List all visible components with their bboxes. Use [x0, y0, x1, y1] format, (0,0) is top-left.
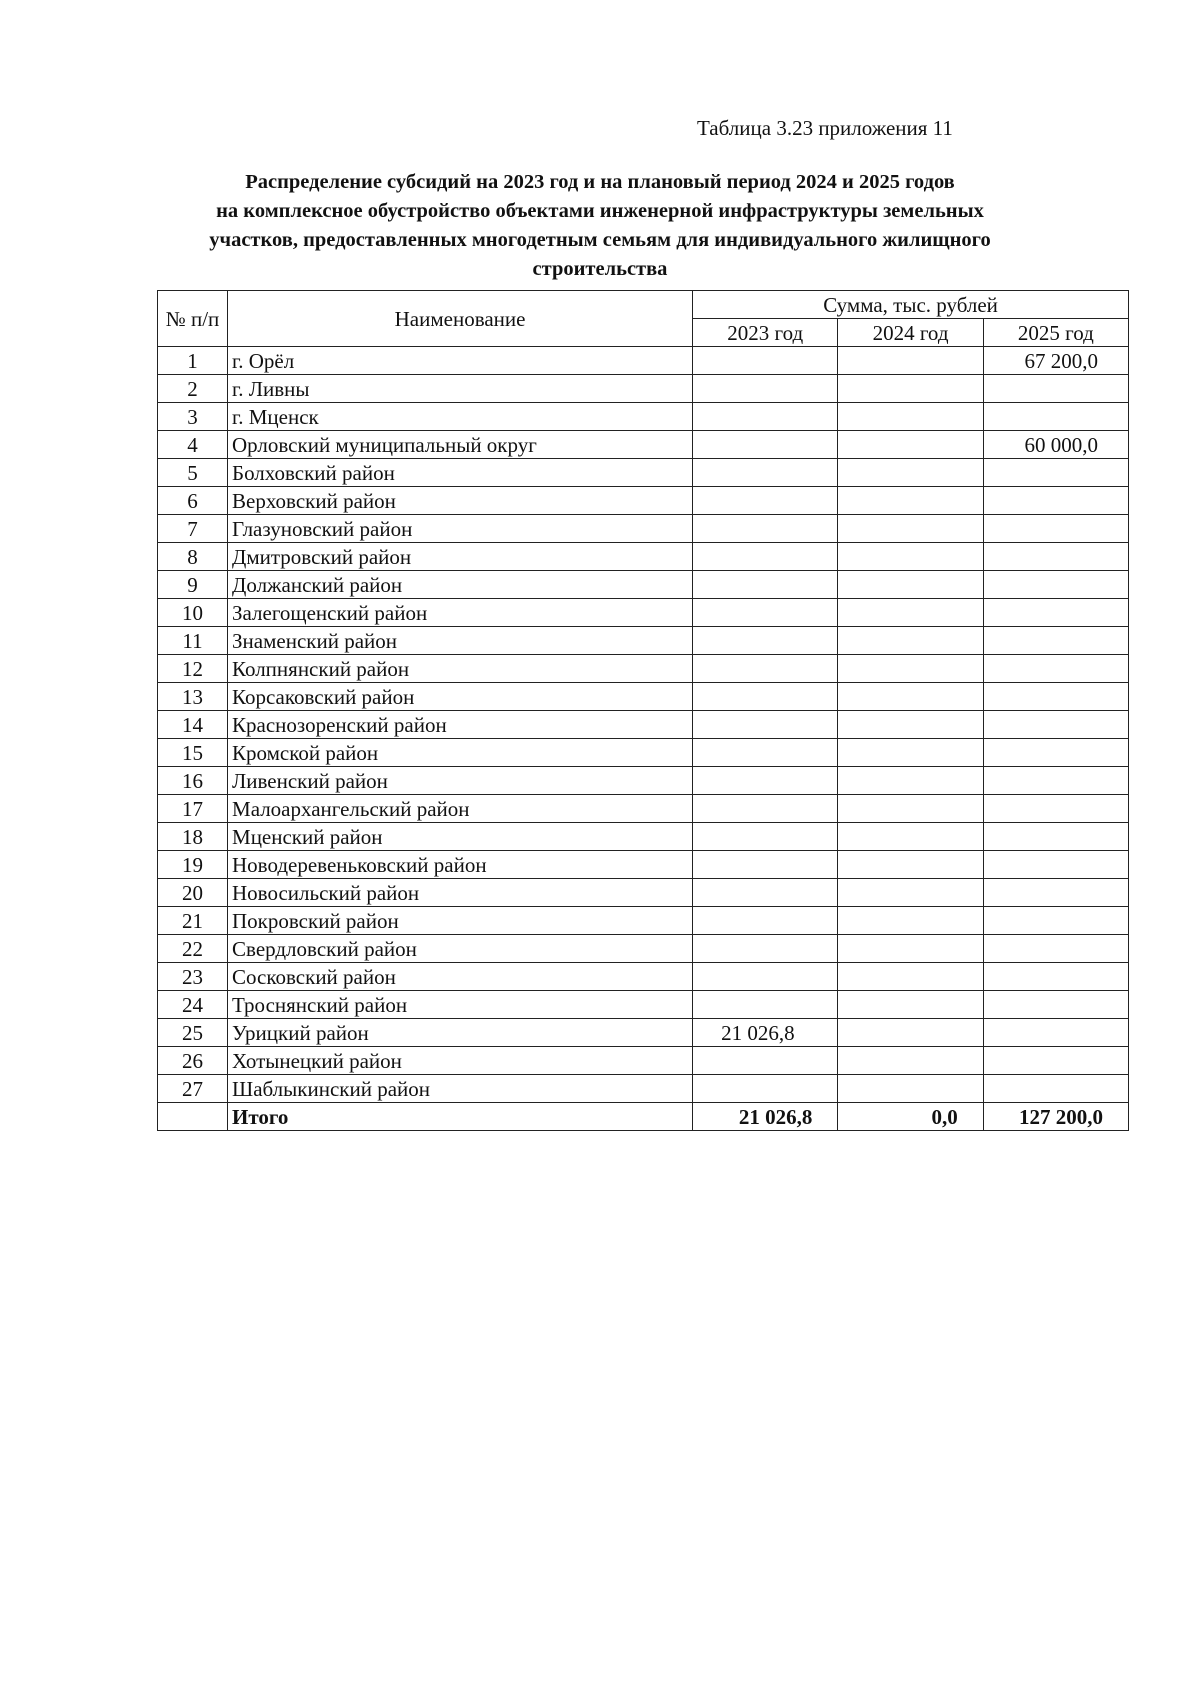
table-row [158, 879, 1129, 907]
row-value-2023 [693, 823, 838, 851]
row-name: Кромской район [228, 739, 693, 767]
row-name: Новосильский район [228, 879, 693, 907]
row-value-2025 [983, 711, 1128, 739]
row-num: 15 [158, 739, 228, 767]
row-value-2024 [838, 963, 983, 991]
row-num: 20 [158, 879, 228, 907]
row-name: Урицкий район [228, 1019, 693, 1047]
row-value-2024 [838, 795, 983, 823]
row-num: 11 [158, 627, 228, 655]
row-name: Троснянский район [228, 991, 693, 1019]
title-line: Распределение субсидий на 2023 год и на плановый период 2024 и 2025 годов [245, 171, 955, 193]
table-row [158, 459, 1129, 487]
row-value-2023 [693, 1047, 838, 1075]
row-value-2025: 67 200,0 [983, 347, 1128, 375]
row-value-2023 [693, 627, 838, 655]
row-name: Должанский район [228, 571, 693, 599]
table-row [158, 711, 1129, 739]
document-title [150, 168, 1050, 284]
header-year-2025: 2025 год [983, 319, 1128, 347]
row-num: 19 [158, 851, 228, 879]
table-row [158, 991, 1129, 1019]
row-value-2024 [838, 599, 983, 627]
table-row [158, 375, 1129, 403]
table-row [158, 599, 1129, 627]
row-value-2023 [693, 403, 838, 431]
subsidies-table [157, 290, 1129, 1131]
row-num: 16 [158, 767, 228, 795]
row-value-2024 [838, 683, 983, 711]
row-value-2024 [838, 907, 983, 935]
row-num: 17 [158, 795, 228, 823]
row-value-2025 [983, 1019, 1128, 1047]
row-name: Дмитровский район [228, 543, 693, 571]
header-num: № п/п [158, 291, 228, 347]
table-row [158, 515, 1129, 543]
title-line: строительства [532, 258, 668, 280]
row-value-2023 [693, 963, 838, 991]
row-num: 9 [158, 571, 228, 599]
row-num: 8 [158, 543, 228, 571]
row-name: Краснозоренский район [228, 711, 693, 739]
table-row [158, 683, 1129, 711]
table-row [158, 739, 1129, 767]
table-row [158, 403, 1129, 431]
row-value-2023 [693, 935, 838, 963]
row-value-2023 [693, 655, 838, 683]
row-value-2023 [693, 739, 838, 767]
row-value-2023 [693, 515, 838, 543]
table-caption: Таблица 3.23 приложения 11 [697, 116, 953, 140]
row-name: Малоархангельский район [228, 795, 693, 823]
row-value-2023: 21 026,8 [693, 1019, 838, 1047]
row-value-2024 [838, 823, 983, 851]
header-year-2023: 2023 год [693, 319, 838, 347]
row-value-2025 [983, 403, 1128, 431]
row-value-2024 [838, 347, 983, 375]
table-row [158, 823, 1129, 851]
row-num: 6 [158, 487, 228, 515]
table-row [158, 935, 1129, 963]
row-num: 22 [158, 935, 228, 963]
table-row [158, 571, 1129, 599]
row-value-2025: 60 000,0 [983, 431, 1128, 459]
header-year-2024: 2024 год [838, 319, 983, 347]
table-row [158, 851, 1129, 879]
row-num: 7 [158, 515, 228, 543]
title-line: на комплексное обустройство объектами инженерной инфраструктуры земельных [216, 200, 984, 222]
row-value-2024 [838, 459, 983, 487]
header-row [158, 291, 1129, 319]
row-value-2024 [838, 991, 983, 1019]
row-num: 2 [158, 375, 228, 403]
row-name: г. Орёл [228, 347, 693, 375]
row-value-2025 [983, 879, 1128, 907]
table-row [158, 543, 1129, 571]
row-value-2025 [983, 795, 1128, 823]
row-value-2025 [983, 375, 1128, 403]
row-value-2025 [983, 1047, 1128, 1075]
row-value-2023 [693, 767, 838, 795]
title-line: участков, предоставленных многодетным семьям для индивидуального жилищного [209, 229, 991, 251]
row-value-2025 [983, 991, 1128, 1019]
row-name: Знаменский район [228, 627, 693, 655]
row-value-2024 [838, 879, 983, 907]
row-value-2025 [983, 571, 1128, 599]
table-row [158, 907, 1129, 935]
row-value-2025 [983, 963, 1128, 991]
row-name: г. Ливны [228, 375, 693, 403]
row-name: Покровский район [228, 907, 693, 935]
row-name: Сосковский район [228, 963, 693, 991]
row-value-2025 [983, 627, 1128, 655]
row-num: 12 [158, 655, 228, 683]
row-value-2025 [983, 823, 1128, 851]
row-value-2024 [838, 851, 983, 879]
row-value-2024 [838, 543, 983, 571]
row-value-2024 [838, 1047, 983, 1075]
row-value-2024 [838, 487, 983, 515]
row-value-2025 [983, 767, 1128, 795]
row-value-2024 [838, 935, 983, 963]
row-name: г. Мценск [228, 403, 693, 431]
row-value-2023 [693, 543, 838, 571]
row-value-2025 [983, 515, 1128, 543]
row-value-2024 [838, 1075, 983, 1103]
row-value-2025 [983, 459, 1128, 487]
row-value-2024 [838, 655, 983, 683]
table-row [158, 1075, 1129, 1103]
row-num: 1 [158, 347, 228, 375]
row-value-2023 [693, 879, 838, 907]
row-num: 24 [158, 991, 228, 1019]
row-value-2023 [693, 571, 838, 599]
row-value-2023 [693, 375, 838, 403]
row-name: Верховский район [228, 487, 693, 515]
row-value-2025 [983, 487, 1128, 515]
row-num: 4 [158, 431, 228, 459]
row-name: Колпнянский район [228, 655, 693, 683]
total-num [158, 1103, 228, 1131]
row-value-2024 [838, 627, 983, 655]
total-2023: 21 026,8 [693, 1103, 838, 1131]
header-sum: Сумма, тыс. рублей [693, 291, 1129, 319]
row-value-2023 [693, 599, 838, 627]
row-num: 26 [158, 1047, 228, 1075]
row-num: 3 [158, 403, 228, 431]
row-num: 27 [158, 1075, 228, 1103]
row-value-2023 [693, 1075, 838, 1103]
row-value-2025 [983, 935, 1128, 963]
row-num: 18 [158, 823, 228, 851]
row-value-2024 [838, 403, 983, 431]
table-row [158, 1019, 1129, 1047]
row-value-2024 [838, 1019, 983, 1047]
row-num: 14 [158, 711, 228, 739]
table-row [158, 767, 1129, 795]
row-value-2023 [693, 991, 838, 1019]
table-row [158, 655, 1129, 683]
table-row [158, 487, 1129, 515]
table-row [158, 347, 1129, 375]
table-row [158, 795, 1129, 823]
row-value-2024 [838, 767, 983, 795]
row-value-2025 [983, 655, 1128, 683]
header-name: Наименование [228, 291, 693, 347]
table-row [158, 963, 1129, 991]
row-value-2023 [693, 711, 838, 739]
row-value-2025 [983, 907, 1128, 935]
row-name: Хотынецкий район [228, 1047, 693, 1075]
row-value-2024 [838, 431, 983, 459]
row-value-2023 [693, 431, 838, 459]
row-value-2023 [693, 851, 838, 879]
row-value-2024 [838, 739, 983, 767]
row-value-2023 [693, 347, 838, 375]
table-body [158, 347, 1129, 1103]
row-num: 10 [158, 599, 228, 627]
row-name: Шаблыкинский район [228, 1075, 693, 1103]
row-num: 5 [158, 459, 228, 487]
row-value-2023 [693, 907, 838, 935]
row-name: Глазуновский район [228, 515, 693, 543]
total-2024: 0,0 [838, 1103, 983, 1131]
row-name: Корсаковский район [228, 683, 693, 711]
table-row [158, 627, 1129, 655]
row-name: Свердловский район [228, 935, 693, 963]
row-num: 21 [158, 907, 228, 935]
row-value-2025 [983, 851, 1128, 879]
row-name: Залегощенский район [228, 599, 693, 627]
row-value-2025 [983, 739, 1128, 767]
row-value-2023 [693, 487, 838, 515]
row-value-2023 [693, 459, 838, 487]
row-value-2025 [983, 543, 1128, 571]
row-num: 25 [158, 1019, 228, 1047]
total-2025: 127 200,0 [983, 1103, 1128, 1131]
row-value-2024 [838, 515, 983, 543]
total-row [158, 1103, 1129, 1131]
row-value-2024 [838, 571, 983, 599]
row-num: 23 [158, 963, 228, 991]
row-value-2025 [983, 1075, 1128, 1103]
row-value-2025 [983, 599, 1128, 627]
row-value-2024 [838, 375, 983, 403]
row-value-2024 [838, 711, 983, 739]
table-row [158, 431, 1129, 459]
table-row [158, 1047, 1129, 1075]
row-name: Ливенский район [228, 767, 693, 795]
row-name: Мценский район [228, 823, 693, 851]
row-value-2023 [693, 683, 838, 711]
row-name: Новодеревеньковский район [228, 851, 693, 879]
row-value-2025 [983, 683, 1128, 711]
row-value-2023 [693, 795, 838, 823]
row-name: Орловский муниципальный округ [228, 431, 693, 459]
row-num: 13 [158, 683, 228, 711]
row-name: Болховский район [228, 459, 693, 487]
total-label: Итого [228, 1103, 693, 1131]
